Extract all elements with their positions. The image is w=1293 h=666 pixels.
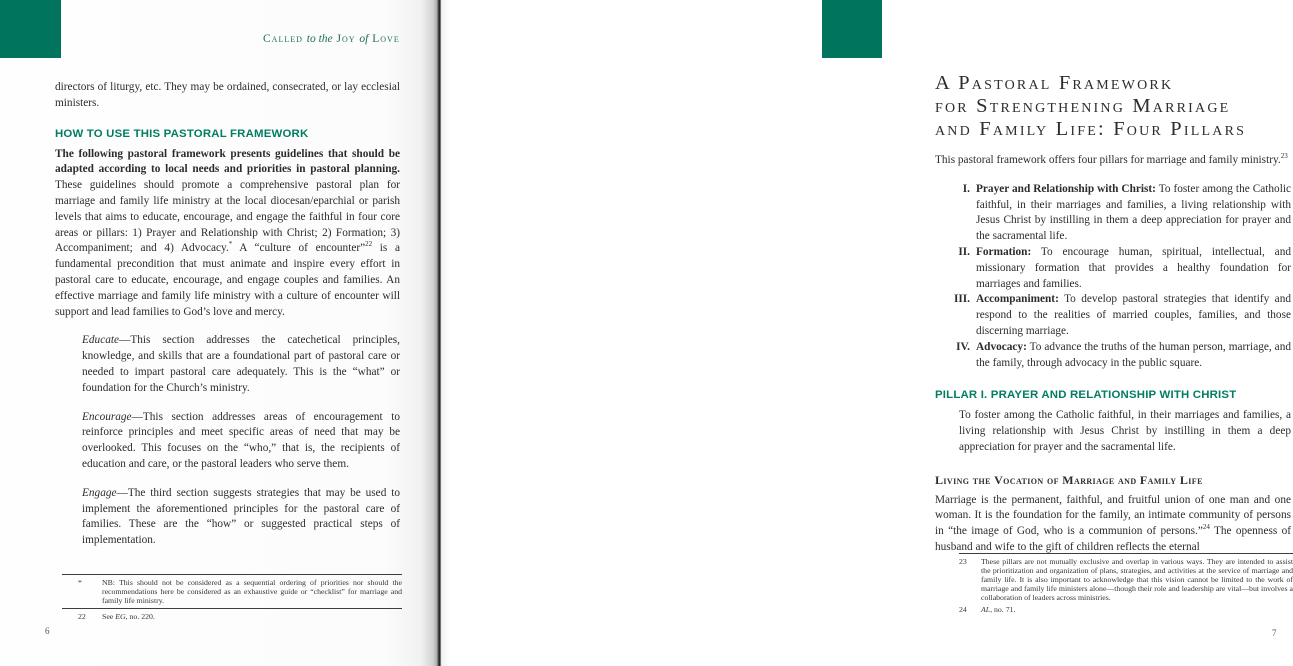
educate-paragraph — [82, 333, 400, 396]
framework-paragraph-bold-lead: The following pastoral framework presents guidelines that should be adapted according to local needs and priorities in pastoral planning. — [55, 147, 400, 176]
section-heading-how-to-use: HOW TO USE THIS PASTORAL FRAMEWORK — [55, 127, 309, 140]
footnote-23 — [959, 557, 1293, 602]
pillar-body: To advance the truths of the human person, marriage, and the family, through advocacy in the public square. — [976, 340, 1291, 369]
footnote-24 — [959, 605, 1293, 614]
page-number-right: 7 — [1272, 628, 1277, 638]
chapter-title — [935, 72, 1291, 141]
green-corner-block-left — [0, 0, 61, 58]
educate-lead: Educate — [82, 334, 120, 347]
framework-paragraph — [55, 147, 400, 321]
footnote-22 — [62, 612, 402, 621]
educate-text: —This section addresses the catechetical principles, knowledge, and skills that are a foundational part of pastoral care or needed to impart pastoral care adequately. This is the “what” or foundation for the Church’s ministry. — [82, 334, 400, 394]
right-text-column — [935, 72, 1291, 556]
pillar-item-2 — [935, 245, 1291, 292]
footnote-rule — [62, 574, 402, 575]
chapter-title-line: A Pastoral Framework — [935, 72, 1174, 94]
pillar-body: To develop pastoral strategies that identify and respond to the realities of married couples, families, and those discerning marriage. — [976, 293, 1291, 337]
pillar-text — [976, 182, 1291, 245]
pillar-numeral: I. — [962, 182, 970, 195]
running-head — [263, 33, 400, 45]
engage-lead: Engage — [82, 486, 117, 499]
footnote-star-marker: * — [78, 578, 82, 587]
encourage-lead: Encourage — [82, 410, 132, 423]
footnote-22-text — [102, 612, 402, 621]
chapter-intro-text: This pastoral framework offers four pillars for marriage and family ministry. — [935, 154, 1281, 166]
pillar-text — [976, 340, 1291, 372]
book-gutter-shadow — [421, 0, 443, 666]
green-corner-block-right — [822, 0, 882, 58]
engage-text: —The third section suggests strategies that may be used to implement the aforementioned principles for the pastoral care of families. These are the “how” or suggested practical steps of implementation. — [82, 486, 400, 547]
pillar-numeral: III. — [953, 293, 970, 306]
running-head-word: Love — [372, 33, 400, 45]
page-right — [443, 0, 1293, 666]
marriage-paragraph-text: Marriage is the permanent, faithful, and fruitful union of one man and one woman. It is the foundation for the family, an intimate community of persons in “the image of God, who is a communion of persons.” — [935, 493, 1291, 538]
running-head-word: Called — [263, 33, 303, 45]
running-head-word: to the — [306, 33, 333, 45]
marriage-paragraph-text: The openness of husband and wife to the gift of children reflects the eternal — [935, 525, 1291, 553]
right-footnotes — [959, 553, 1293, 617]
footnote-24-abbr: AL — [981, 605, 991, 614]
footnote-marker-22: 22 — [365, 240, 373, 249]
pillar1-paragraph: To foster among the Catholic faithful, in their marriages and families, a living relationship with Jesus Christ by instilling in them a deep appreciation for prayer and the sacramental life. — [959, 409, 1291, 453]
encourage-text: —This section addresses areas of encouragement to reinforce principles and meet specific areas of need that may be overlooked. This focuses on the “who,” that is, the recipients of education and care, or the pastoral leaders who serve them. — [82, 410, 400, 470]
pillar-text — [976, 245, 1291, 292]
pillar-label: Accompaniment: — [976, 293, 1059, 306]
chapter-title-line: and Family Life: Four Pillars — [935, 118, 1247, 140]
running-head-word: Joy — [336, 33, 356, 45]
pillar-body: To foster among the Catholic faithful, in their marriages and families, a living relationship with Jesus Christ by instilling in them a deep appreciation for prayer and the sacramental life. — [976, 182, 1291, 243]
footnote-marker-23: 23 — [1280, 152, 1288, 161]
footnote-rule — [959, 553, 1293, 554]
chapter-title-line: for Strengthening Marriage — [935, 95, 1231, 117]
page-number-left: 6 — [45, 626, 50, 636]
footnote-star-text: NB: This should not be considered as a sequential ordering of priorities nor should the recommendations here be considered as an exhaustive guide or “checklist” for marriage and family life ministry. — [102, 578, 402, 605]
left-text-column — [55, 80, 400, 549]
pillar-numeral: IV. — [956, 340, 970, 353]
framework-paragraph-text: These guidelines should promote a comprehensive pastoral plan for marriage and family life ministry at the local diocesan/eparchial or parish levels that aims to educate, encourage, and engage the faithful in four core areas or pillars: 1) Prayer and Relationship with Christ; 2) Formation; 3) Accompaniment; and 4) Advocacy. — [55, 179, 400, 255]
footnote-24-text — [981, 605, 1293, 614]
pillar-item-1 — [935, 182, 1291, 245]
pillar-numeral: II. — [958, 245, 970, 258]
footnote-22-marker: 22 — [78, 612, 86, 621]
pillar-label: Formation: — [976, 245, 1032, 258]
running-head-word: of — [359, 33, 369, 45]
footnote-22-abbr: EG — [115, 612, 126, 621]
pillar-label: Advocacy: — [976, 340, 1027, 353]
pillar-body: To encourage human, spiritual, intellectual, and missionary formation that provides a healthy foundation for marriages and families. — [976, 245, 1291, 290]
footnote-22-pre: See — [102, 612, 116, 621]
intro-paragraph: directors of liturgy, etc. They may be ordained, consecrated, or lay ecclesial ministers. — [55, 81, 400, 109]
page-left — [0, 0, 438, 666]
pillar-text — [976, 292, 1291, 339]
pillar-label: Prayer and Relationship with Christ: — [976, 182, 1156, 195]
encourage-paragraph — [82, 410, 400, 473]
footnote-23-text: These pillars are not mutually exclusive and overlap in various ways. They are intended to assist the prioritization and organization of plans, strategies, and activities at the service of marriage and family life. It is also important to acknowledge that this vision cannot be limited to the work of marriage and family life ministers alone—though their role and leadership are vital—but involves a collaboration of leaders across ministries. — [981, 557, 1293, 602]
pillar-item-3 — [935, 292, 1291, 339]
footnote-marker-24: 24 — [1202, 523, 1210, 532]
pillar-item-4 — [935, 340, 1291, 372]
living-vocation-subheading: Living the Vocation of Marriage and Family Life — [935, 472, 1203, 487]
framework-paragraph-text: A “culture of encounter” — [232, 242, 366, 255]
framework-paragraph-text: is a fundamental precondition that must animate and inspire every effort in pastoral care to educate, encourage, and engage couples and families. An effective marriage and family life ministry with a culture of encounter will support and lead families to God’s love and mercy. — [55, 242, 400, 318]
footnote-22-post: , no. 220. — [125, 612, 155, 621]
footnote-marker-star: * — [228, 240, 233, 249]
footnote-24-marker: 24 — [959, 605, 967, 614]
pillar-list — [935, 182, 1291, 372]
engage-paragraph — [82, 486, 400, 549]
left-footnotes — [62, 574, 402, 624]
footnote-rule — [62, 608, 402, 609]
footnote-24-post: , no. 71. — [990, 605, 1016, 614]
marriage-paragraph — [935, 493, 1291, 556]
chapter-intro — [935, 153, 1291, 169]
footnote-23-marker: 23 — [959, 557, 967, 566]
pillar1-heading: PILLAR I. PRAYER AND RELATIONSHIP WITH CHRIST — [935, 389, 1237, 402]
footnote-star — [62, 578, 402, 605]
